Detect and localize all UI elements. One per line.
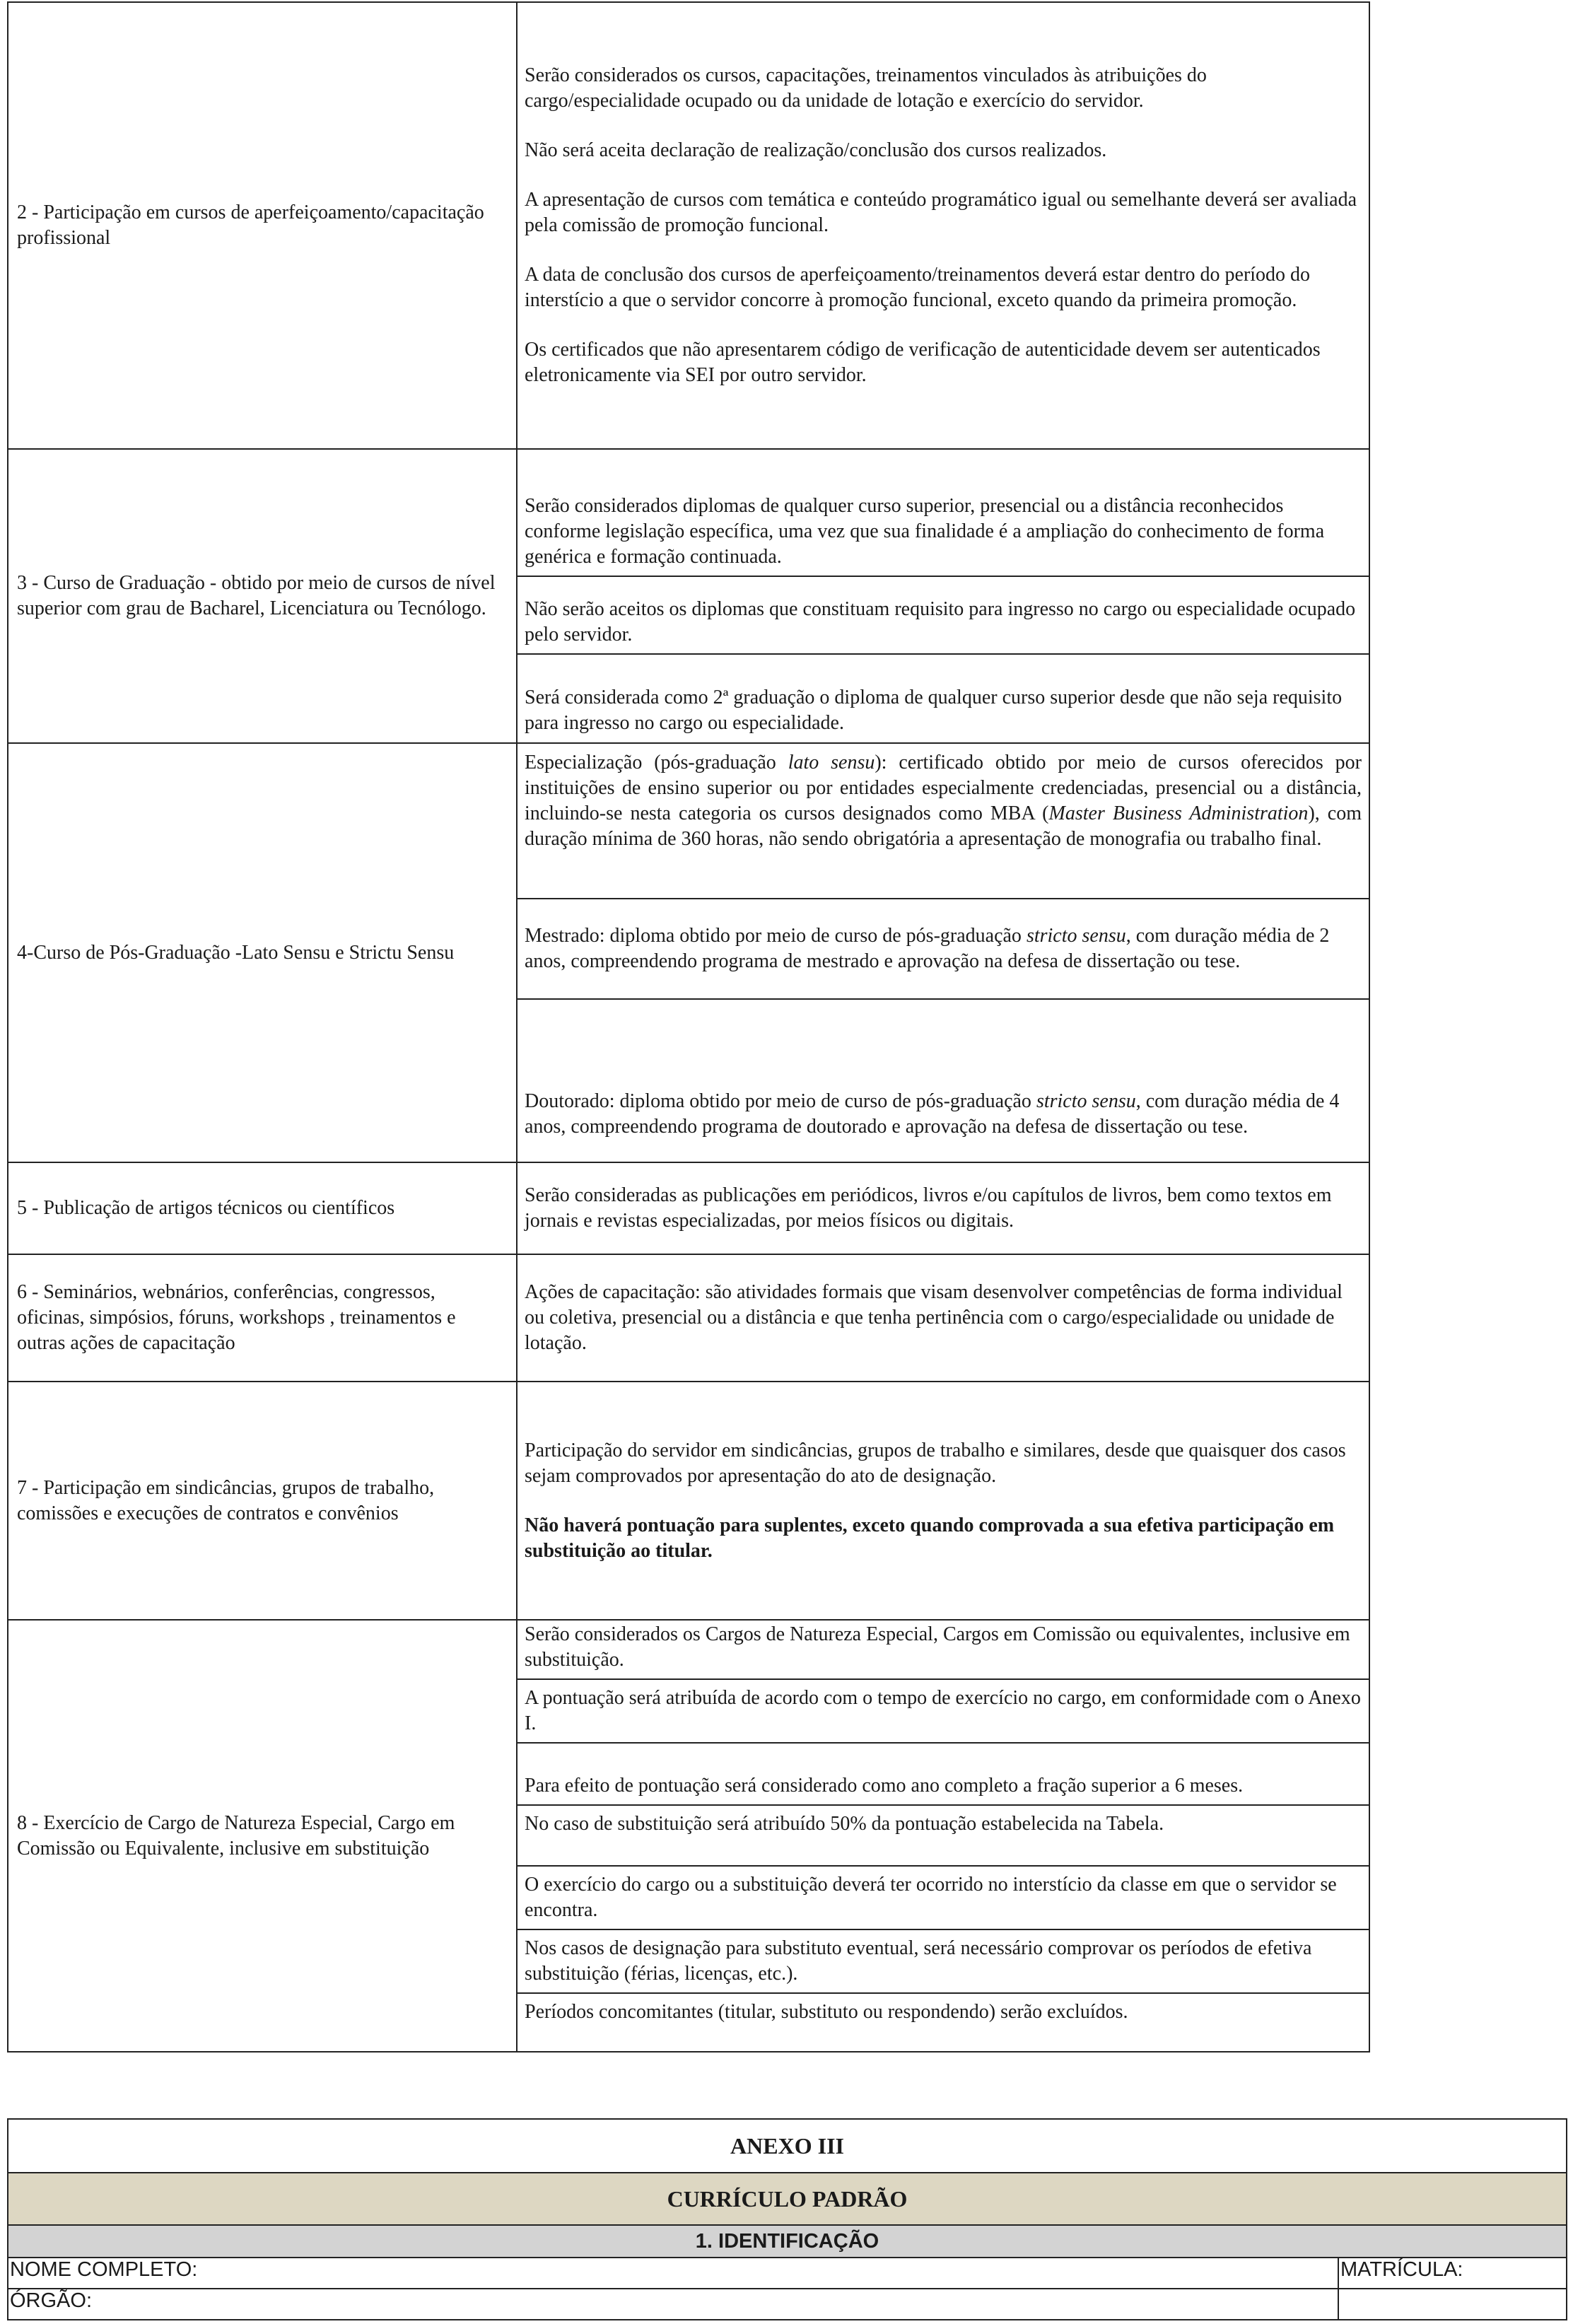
description-cell: No caso de substituição será atribuído 50% da pontuação estabelecida na Tabela.	[517, 1805, 1369, 1866]
nome-completo-field[interactable]: NOME COMPLETO:	[8, 2258, 1338, 2289]
criteria-row-2	[8, 2, 1369, 449]
annex-form	[7, 2118, 1567, 2320]
description-cell: Serão considerados diplomas de qualquer curso superior, presencial ou a distância reconhecidos conforme legislação específica, uma vez que sua finalidade é a ampliação do conhecimento de forma genérica e formação continuada.	[517, 450, 1369, 576]
criteria-row-6	[8, 1254, 1369, 1382]
criteria-table	[7, 1, 1370, 2053]
mestrado-text: Mestrado: diploma obtido por meio de curso de pós-graduação stricto sensu, com duração média de 2 anos, compreendendo programa de mestrado e aprovação na defesa de dissertação ou tese.	[517, 899, 1369, 999]
description-paragraph: Os certificados que não apresentarem código de verificação de autenticidade devem ser autenticados eletronicamente via SEI por outro servidor.	[525, 339, 1321, 386]
description-cell: Será considerada como 2ª graduação o diploma de qualquer curso superior desde que não seja requisito para ingresso no cargo ou especialidade.	[525, 687, 1343, 734]
annex-subtitle: CURRÍCULO PADRÃO	[8, 2173, 1567, 2225]
description-cell: Para efeito de pontuação será considerado como ano completo a fração superior a 6 meses.	[517, 1743, 1369, 1805]
criteria-description	[517, 449, 1369, 743]
orgao-field-blank[interactable]	[1338, 2289, 1567, 2320]
description-paragraph: Não será aceita declaração de realização/conclusão dos cursos realizados.	[525, 139, 1107, 161]
section-heading: 1. IDENTIFICAÇÃO	[8, 2225, 1567, 2258]
criteria-row-7	[8, 1382, 1369, 1620]
criteria-label: 5 - Publicação de artigos técnicos ou científicos	[8, 1162, 517, 1254]
description-cell: O exercício do cargo ou a substituição deverá ter ocorrido no interstício da classe em que o servidor se encontra.	[517, 1866, 1369, 1929]
description-bold-paragraph: Não haverá pontuação para suplentes, exceto quando comprovada a sua efetiva participação em substituição ao titular.	[525, 1514, 1335, 1562]
criteria-description	[517, 1620, 1369, 2052]
description-cell: Não serão aceitos os diplomas que constituam requisito para ingresso no cargo ou especialidade ocupado pelo servidor.	[517, 576, 1369, 654]
criteria-row-8	[8, 1620, 1369, 2052]
criteria-description	[517, 1382, 1369, 1620]
especializacao-text: Especialização (pós-graduação lato sensu): certificado obtido por meio de cursos oferecidos por instituições de ensino superior ou por entidades especialmente credenciadas, presencial ou a distância, incluindo-se nesta categoria os cursos designados como MBA (Master Business Administration), com duração mínima de 360 horas, não sendo obrigatória a apresentação de monografia ou trabalho final.	[517, 745, 1369, 899]
description-paragraph: Participação do servidor em sindicâncias, grupos de trabalho e similares, desde que quaisquer dos casos sejam comprovados por apresentação do ato de designação.	[525, 1439, 1346, 1487]
criteria-description	[517, 2, 1369, 449]
criteria-label: 7 - Participação em sindicâncias, grupos de trabalho, comissões e execuções de contratos e convênios	[8, 1382, 517, 1620]
orgao-field[interactable]: ÓRGÃO:	[8, 2289, 1338, 2320]
description-cell: Nos casos de designação para substituto eventual, será necessário comprovar os períodos de efetiva substituição (férias, licenças, etc.).	[517, 1929, 1369, 1993]
criteria-label: 2 - Participação em cursos de aperfeiçoamento/capacitação profissional	[8, 2, 517, 449]
criteria-label: 3 - Curso de Graduação - obtido por meio de cursos de nível superior com grau de Bacharel, Licenciatura ou Tecnólogo.	[8, 449, 517, 743]
description-subtable	[517, 1621, 1369, 2051]
criteria-label: 6 - Seminários, webnários, conferências, congressos, oficinas, simpósios, fóruns, workshops , treinamentos e outras ações de capacitação	[8, 1254, 517, 1382]
description-subtable	[517, 450, 1369, 742]
description-cell: Períodos concomitantes (titular, substituto ou respondendo) serão excluídos.	[525, 2001, 1128, 2023]
criteria-description	[517, 743, 1369, 1162]
description-subtable	[517, 745, 1369, 1161]
doutorado-text: Doutorado: diploma obtido por meio de curso de pós-graduação stricto sensu, com duração média de 4 anos, compreendendo programa de doutorado e aprovação na defesa de dissertação ou tese.	[525, 1090, 1340, 1138]
criteria-description: Serão consideradas as publicações em periódicos, livros e/ou capítulos de livros, bem como textos em jornais e revistas especializadas, por meios físicos ou digitais.	[517, 1162, 1369, 1254]
criteria-label: 4-Curso de Pós-Graduação -Lato Sensu e Strictu Sensu	[8, 743, 517, 1162]
matricula-field[interactable]: MATRÍCULA:	[1338, 2258, 1567, 2289]
criteria-label: 8 - Exercício de Cargo de Natureza Especial, Cargo em Comissão ou Equivalente, inclusive em substituição	[8, 1620, 517, 2052]
description-cell: A pontuação será atribuída de acordo com o tempo de exercício no cargo, em conformidade com o Anexo I.	[517, 1679, 1369, 1743]
description-paragraph: Serão considerados os cursos, capacitações, treinamentos vinculados às atribuições do cargo/especialidade ocupado ou da unidade de lotação e exercício do servidor.	[525, 64, 1207, 112]
annex-title: ANEXO III	[8, 2119, 1567, 2173]
description-cell: Serão considerados os Cargos de Natureza Especial, Cargos em Comissão ou equivalentes, inclusive em substituição.	[517, 1621, 1369, 1679]
description-paragraph: A data de conclusão dos cursos de aperfeiçoamento/treinamentos deverá estar dentro do período do interstício a que o servidor concorre à promoção funcional, exceto quando da primeira promoção.	[525, 264, 1311, 311]
criteria-description: Ações de capacitação: são atividades formais que visam desenvolver competências de forma individual ou coletiva, presencial ou a distância e que tenha pertinência com o cargo/especialidade ou unidade de lotação.	[517, 1254, 1369, 1382]
criteria-row-5	[8, 1162, 1369, 1254]
criteria-row-4	[8, 743, 1369, 1162]
description-paragraph: A apresentação de cursos com temática e conteúdo programático igual ou semelhante deverá ser avaliada pela comissão de promoção funcional.	[525, 189, 1357, 236]
criteria-row-3	[8, 449, 1369, 743]
